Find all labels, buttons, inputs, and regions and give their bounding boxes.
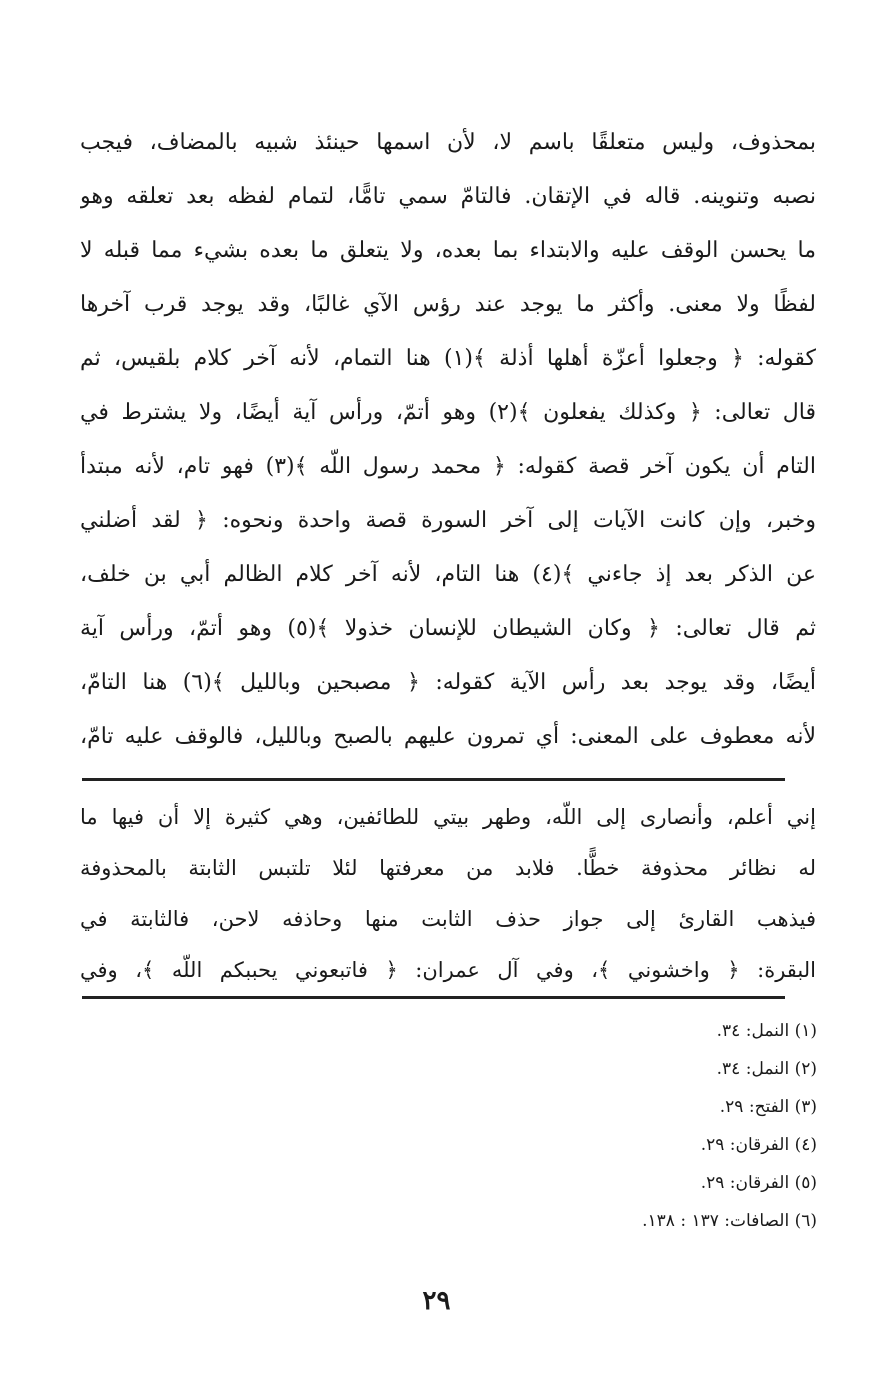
main-text-block [80,116,816,764]
main-text-line: قال تعالى: ﴿ وكذلك يفعلون ﴾(٢) وهو أتمّ، ورأس آية أيضًا، ولا يشترط في [80,400,816,425]
main-text-line: كقوله: ﴿ وجعلوا أعزّة أهلها أذلة ﴾(١) هنا التمام، لأنه آخر كلام بلقيس، ثم [80,346,816,371]
continued-footnote-block [80,792,816,996]
main-text-line: ما يحسن الوقف عليه والابتداء بما بعده، ولا يتعلق ما بعده بشيء مما قبله لا [80,238,816,263]
footnote-item: (٥) الفرقان: ٢٩. [700,1173,817,1193]
footnote-item: (٣) الفتح: ٢٩. [719,1097,817,1117]
main-text-line: وخبر، وإن كانت الآيات إلى آخر السورة قصة واحدة ونحوه: ﴿ لقد أضلني [80,508,816,533]
main-text-line: ثم قال تعالى: ﴿ وكان الشيطان للإنسان خذولا ﴾(٥) وهو أتمّ، ورأس آية [80,616,816,641]
main-text-line: نصبه وتنوينه. قاله في الإتقان. فالتامّ سمي تامًّا، لتمام لفظه بعد تعلقه وهو [80,184,816,209]
continued-footnote-line: إني أعلم، وأنصارى إلى اللّه، وطهر بيتي للطائفين، وهي كثيرة إلا أن فيها ما [80,805,816,829]
page-number: ٢٩ [422,1286,451,1316]
main-text-line: عن الذكر بعد إذ جاءني ﴾(٤) هنا التام، لأنه آخر كلام الظالم أبي بن خلف، [80,562,816,587]
main-text-line: لأنه معطوف على المعنى: أي تمرون عليهم بالصبح وبالليل، فالوقف عليه تامّ، [80,724,816,749]
continued-footnote-line: البقرة: ﴿ واخشوني ﴾، وفي آل عمران: ﴿ فاتبعوني يحببكم اللّه ﴾، وفي [80,958,816,982]
main-text-line: أيضًا، وقد يوجد بعد رأس الآية كقوله: ﴿ مصبحين وبالليل ﴾(٦) هنا التامّ، [80,670,816,695]
footnote-item: (١) النمل: ٣٤. [716,1021,817,1041]
footnote-item: (٦) الصافات: ١٣٧ : ١٣٨. [642,1211,817,1231]
main-text-line: لفظًا ولا معنى. وأكثر ما يوجد عند رؤس الآي غالبًا، وقد يوجد قرب آخرها [80,292,816,317]
footnote-separator-top [82,778,785,781]
continued-footnote-line: له نظائر محذوفة خطًّا. فلابد من معرفتها لئلا تلتبس الثابتة بالمحذوفة [80,856,816,880]
continued-footnote-line: فيذهب القارئ إلى جواز حذف الثابت منها وحاذفه لاحن، فالثابتة في [80,907,816,931]
footnote-list [417,1012,817,1240]
footnote-item: (٤) الفرقان: ٢٩. [700,1135,817,1155]
main-text-line: التام أن يكون آخر قصة كقوله: ﴿ محمد رسول اللّه ﴾(٣) فهو تام، لأنه مبتدأ [80,454,816,479]
main-text-line: بمحذوف، وليس متعلقًا باسم لا، لأن اسمها حينئذ شبيه بالمضاف، فيجب [80,130,816,155]
footnote-item: (٢) النمل: ٣٤. [716,1059,817,1079]
footnote-separator-bottom [82,996,785,999]
